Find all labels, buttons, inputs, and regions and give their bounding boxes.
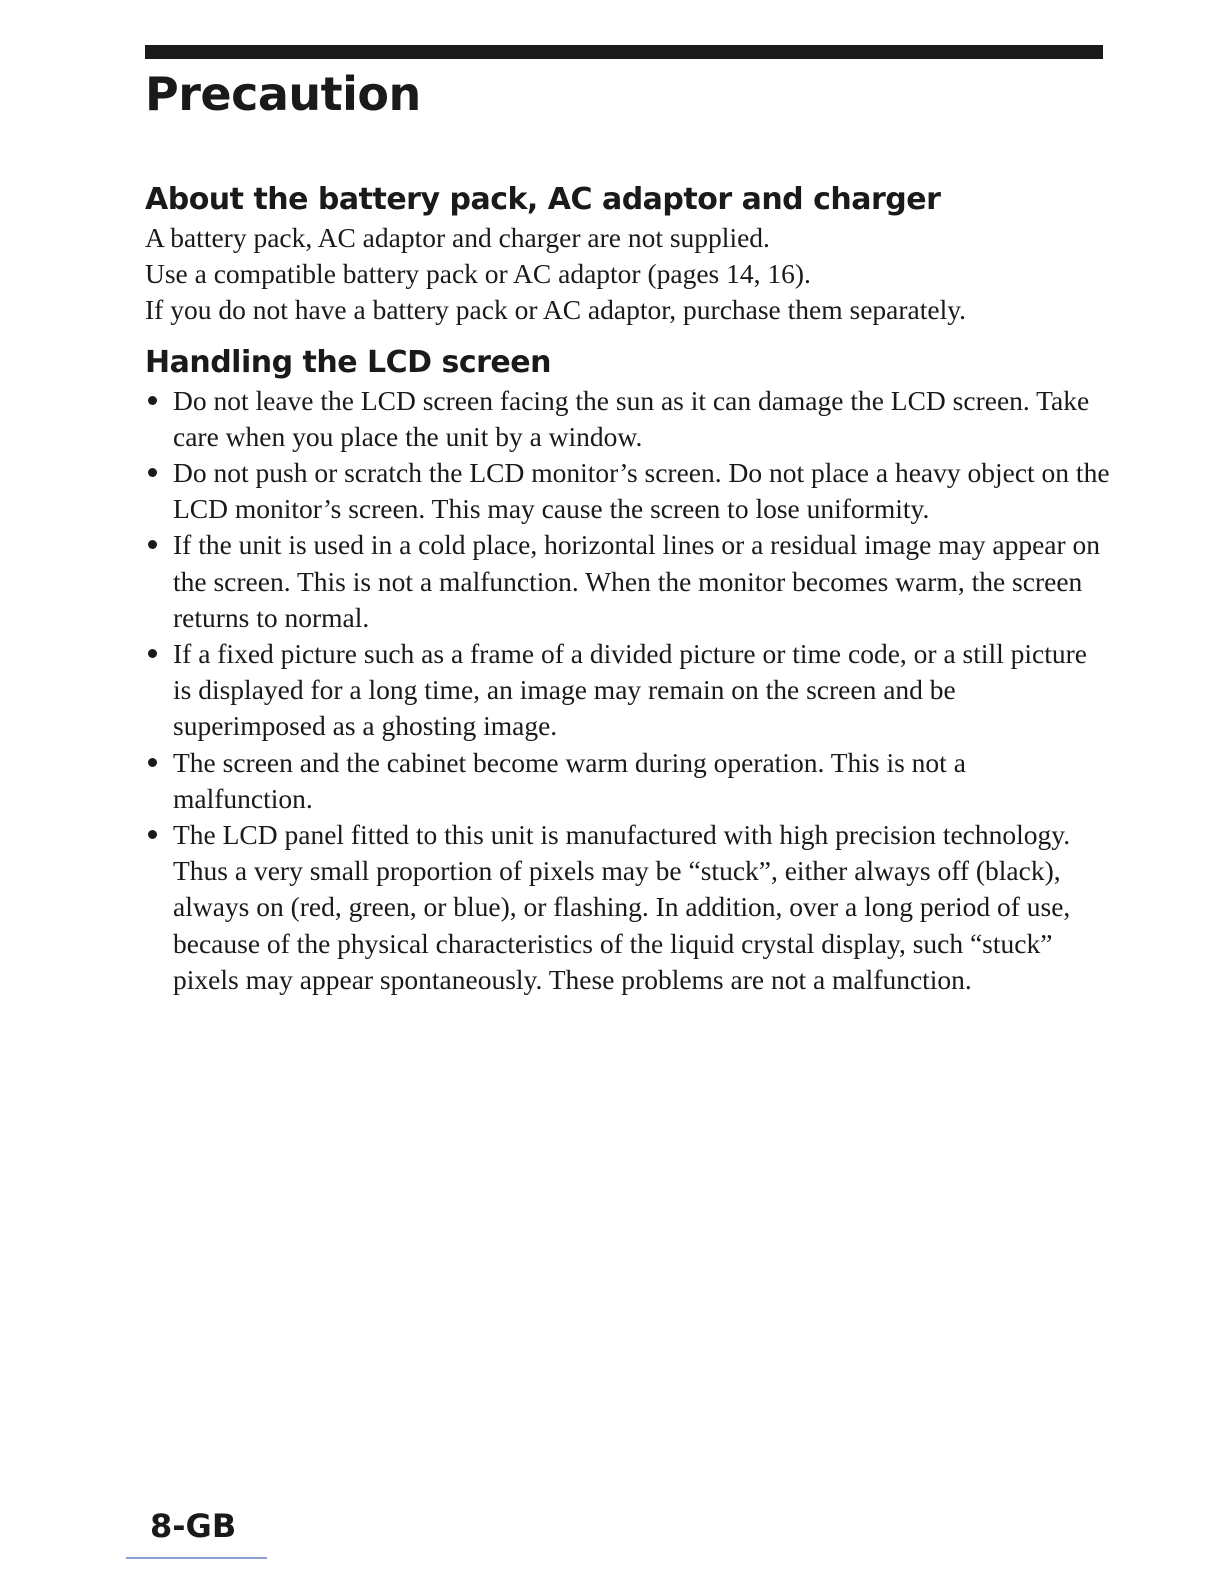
bullet-list (145, 383, 1110, 998)
list-item (145, 455, 1110, 527)
bullet-icon (148, 758, 157, 767)
paragraph: If you do not have a battery pack or AC adaptor, purchase them separately. (145, 294, 967, 326)
section-heading: Handling the LCD screen (145, 344, 551, 380)
paragraph: Use a compatible battery pack or AC adaptor (pages 14, 16). (145, 258, 811, 290)
bullet-icon (148, 649, 157, 658)
list-item (145, 745, 1110, 817)
page-title: Precaution (145, 67, 421, 121)
list-item (145, 636, 1110, 745)
list-item-text: If the unit is used in a cold place, horizontal lines or a residual image may appear on the screen. This is not a malfunction. When the monitor becomes warm, the screen returns to normal. (173, 529, 1101, 633)
section-lcd-handling (145, 343, 1110, 998)
bullet-icon (148, 396, 157, 405)
list-item (145, 527, 1110, 636)
list-item-text: Do not leave the LCD screen facing the sun as it can damage the LCD screen. Take care when you place the unit by a window. (173, 384, 1090, 452)
list-item-text: The LCD panel fitted to this unit is manufactured with high precision technology. Thus a very small proportion of pixels may be “stuck”, either always off (black), always on (red, green, or blue), or flashing. In addition, over a long period of use, because of the physical characteristics of the liquid crystal display, such “stuck” pixels may appear spontaneously. These problems are not a malfunction. (173, 819, 1071, 995)
title-rule (145, 45, 1103, 59)
page-number: 8-GB (150, 1507, 237, 1545)
list-item (145, 383, 1110, 455)
section-heading: About the battery pack, AC adaptor and charger (145, 182, 941, 217)
bullet-icon (148, 830, 157, 839)
list-item-text: If a fixed picture such as a frame of a divided picture or time code, or a still picture is displayed for a long time, an image may remain on the screen and be superimposed as a ghosting image. (173, 638, 1088, 742)
list-item-text: Do not push or scratch the LCD monitor’s screen. Do not place a heavy object on the LCD monitor’s screen. This may cause the screen to lose uniformity. (173, 457, 1110, 525)
section-battery (145, 180, 1110, 329)
bullet-icon (148, 468, 157, 477)
page-content (145, 180, 1110, 1012)
bullet-icon (148, 540, 157, 549)
list-item (145, 817, 1110, 998)
list-item-text: The screen and the cabinet become warm during operation. This is not a malfunction. (173, 746, 966, 814)
paragraph: A battery pack, AC adaptor and charger are not supplied. (145, 222, 770, 253)
footer-rule (126, 1557, 267, 1559)
